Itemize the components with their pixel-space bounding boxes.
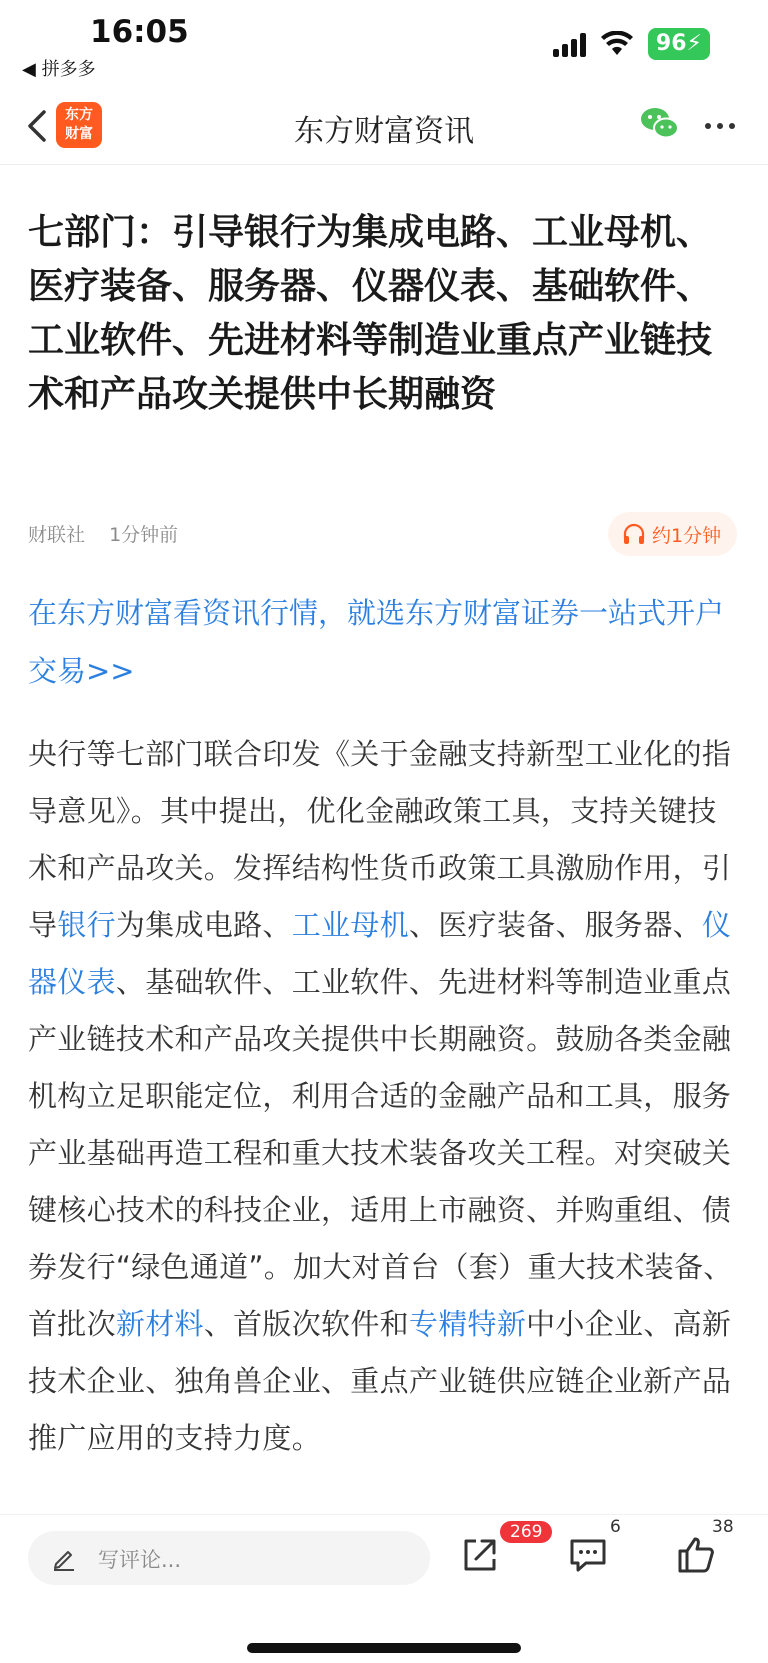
more-options-icon[interactable]: [702, 108, 738, 144]
battery-indicator: [648, 28, 710, 60]
wifi-icon: [600, 31, 634, 57]
listen-duration: 约1分钟: [652, 524, 722, 547]
listen-button[interactable]: [608, 512, 737, 556]
open-account-promo-link[interactable]: 在东方财富看资讯行情，就选东方财富证券一站式开户交易>>: [28, 596, 725, 688]
body-text-1: 央行等七部门联合印发《关于金融支持新型工业化的指导意见》。其中提出，优化金融政策工具，支持关键技术和产品攻关。发挥结构性货币政策工具激励作用，引导: [28, 737, 732, 942]
article-body: [28, 726, 740, 1467]
body-text-4: 、基础软件、工业软件、先进材料等制造业重点产业链技术和产品攻关提供中长期融资。鼓励各类金融机构立足职能定位，利用合适的金融产品和工具，服务产业基础再造工程和重大技术装备攻关工程。对突破关键核心技术的科技企业，适用上市融资、并购重组、债券发行“绿色通道”。加大对首台（套）重大技术装备、首批次: [28, 965, 733, 1341]
share-count-badge: 269: [500, 1521, 552, 1543]
share-icon[interactable]: [456, 1531, 504, 1579]
stock-link-specialized[interactable]: 专精特新: [408, 1307, 527, 1341]
body-text-6: 中小企业、高新技术企业、独角兽企业、重点产业链供应链企业新产品推广应用的支持力度。: [28, 1307, 732, 1455]
stock-link-bank[interactable]: 银行: [57, 908, 116, 942]
page-title: 东方财富资讯: [294, 114, 474, 149]
comment-icon[interactable]: [564, 1531, 612, 1579]
comment-placeholder: 写评论...: [98, 1548, 182, 1572]
pen-icon: [50, 1544, 78, 1572]
article-meta: [28, 520, 178, 547]
status-time: 16:05: [90, 14, 189, 50]
body-text-5: 、首版次软件和: [203, 1307, 409, 1341]
body-text-2: 为集成电路、: [115, 908, 292, 942]
charging-icon: ⚡: [686, 31, 702, 56]
article-source: 财联社: [28, 524, 86, 546]
stock-link-new-materials[interactable]: 新材料: [115, 1307, 204, 1341]
wechat-share-icon[interactable]: [638, 104, 682, 144]
article-headline: 七部门：引导银行为集成电路、工业母机、医疗装备、服务器、仪器仪表、基础软件、工业软件、先进材料等制造业重点产业链技术和产品攻关提供中长期融资: [28, 212, 713, 415]
home-indicator[interactable]: [247, 1643, 521, 1653]
like-icon[interactable]: [672, 1531, 720, 1579]
status-bar: [0, 0, 768, 88]
cellular-signal-icon: [553, 31, 586, 57]
headphones-icon: [622, 523, 646, 545]
comment-input[interactable]: [28, 1531, 430, 1585]
logo-line-1: 东方: [65, 107, 93, 123]
body-text-3: 、医疗装备、服务器、: [408, 908, 702, 942]
logo-line-2: 财富: [65, 126, 93, 142]
comment-count: 6: [610, 1517, 621, 1537]
status-indicators: [553, 28, 710, 60]
stock-link-machine-tool[interactable]: 工业母机: [291, 908, 409, 942]
nav-bar: [0, 88, 768, 165]
back-to-app-link[interactable]: ◀ 拼多多: [22, 59, 96, 80]
like-count: 38: [712, 1517, 734, 1537]
stock-link-instruments[interactable]: 仪器仪表: [28, 908, 732, 999]
battery-level: 96: [655, 31, 687, 56]
article-time: 1分钟前: [109, 524, 179, 546]
bottom-action-bar: [0, 1514, 768, 1663]
